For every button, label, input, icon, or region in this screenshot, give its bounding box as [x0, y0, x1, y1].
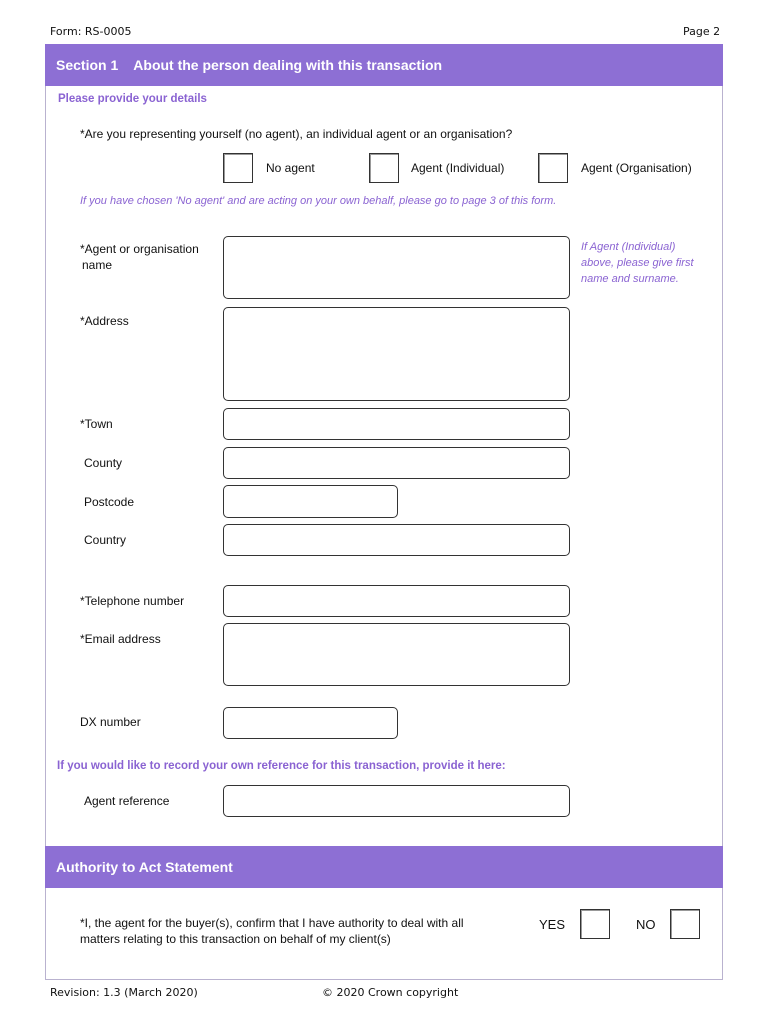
no-checkbox[interactable] — [670, 909, 700, 939]
authority-statement-line2: matters relating to this transaction on behalf of my client(s) — [80, 932, 391, 946]
revision: Revision: 1.3 (March 2020) — [50, 986, 198, 999]
country-input[interactable] — [223, 524, 570, 556]
address-input[interactable] — [223, 307, 570, 401]
section1-header: Section 1 About the person dealing with this transaction — [45, 44, 723, 86]
authority-header: Authority to Act Statement — [45, 846, 723, 888]
reference-prompt: If you would like to record your own reference for this transaction, provide it here: — [57, 760, 506, 772]
agent-individual-checkbox[interactable] — [369, 153, 399, 183]
county-label: County — [84, 456, 123, 470]
dx-label: DX number — [80, 715, 141, 729]
authority-statement: *I, the agent for the buyer(s), confirm that I have authority to deal with all — [80, 916, 464, 930]
yes-label: YES — [539, 917, 566, 932]
section1-subtitle: Please provide your details — [58, 93, 207, 105]
address-label: *Address — [80, 314, 129, 328]
postcode-label: Postcode — [84, 495, 135, 509]
town-input[interactable] — [223, 408, 570, 440]
agent-organisation-checkbox[interactable] — [538, 153, 568, 183]
no-agent-checkbox[interactable] — [223, 153, 253, 183]
telephone-label: *Telephone number — [80, 594, 185, 608]
country-label: Country — [84, 533, 127, 547]
side-note-line: name and surname. — [581, 273, 679, 285]
email-label: *Email address — [80, 632, 161, 646]
county-input[interactable] — [223, 447, 570, 479]
yes-checkbox[interactable] — [580, 909, 610, 939]
telephone-input[interactable] — [223, 585, 570, 617]
agent-organisation-label: Agent (Organisation) — [581, 161, 692, 175]
side-note-line: above, please give first — [581, 257, 694, 269]
form-id: Form: RS-0005 — [50, 25, 132, 38]
agent-reference-label: Agent reference — [84, 794, 170, 808]
agent-individual-label: Agent (Individual) — [411, 161, 505, 175]
page-number: Page 2 — [683, 25, 721, 38]
agent-name-input[interactable] — [223, 236, 570, 299]
no-label: NO — [636, 917, 656, 932]
no-agent-label: No agent — [266, 161, 315, 175]
agent-name-side-note — [581, 239, 694, 287]
no-agent-note: If you have chosen 'No agent' and are acting on your own behalf, please go to page 3 of this form. — [80, 195, 557, 207]
dx-input[interactable] — [223, 707, 398, 739]
copyright: © 2020 Crown copyright — [322, 986, 459, 999]
email-input[interactable] — [223, 623, 570, 686]
agent-name-label-line2: name — [82, 258, 113, 272]
town-label: *Town — [80, 417, 113, 431]
agent-name-label: *Agent or organisation — [80, 242, 199, 256]
agent-reference-input[interactable] — [223, 785, 570, 817]
side-note-line: If Agent (Individual) — [581, 241, 676, 253]
postcode-input[interactable] — [223, 485, 398, 518]
representation-question: *Are you representing yourself (no agent), an individual agent or an organisation? — [80, 127, 513, 141]
